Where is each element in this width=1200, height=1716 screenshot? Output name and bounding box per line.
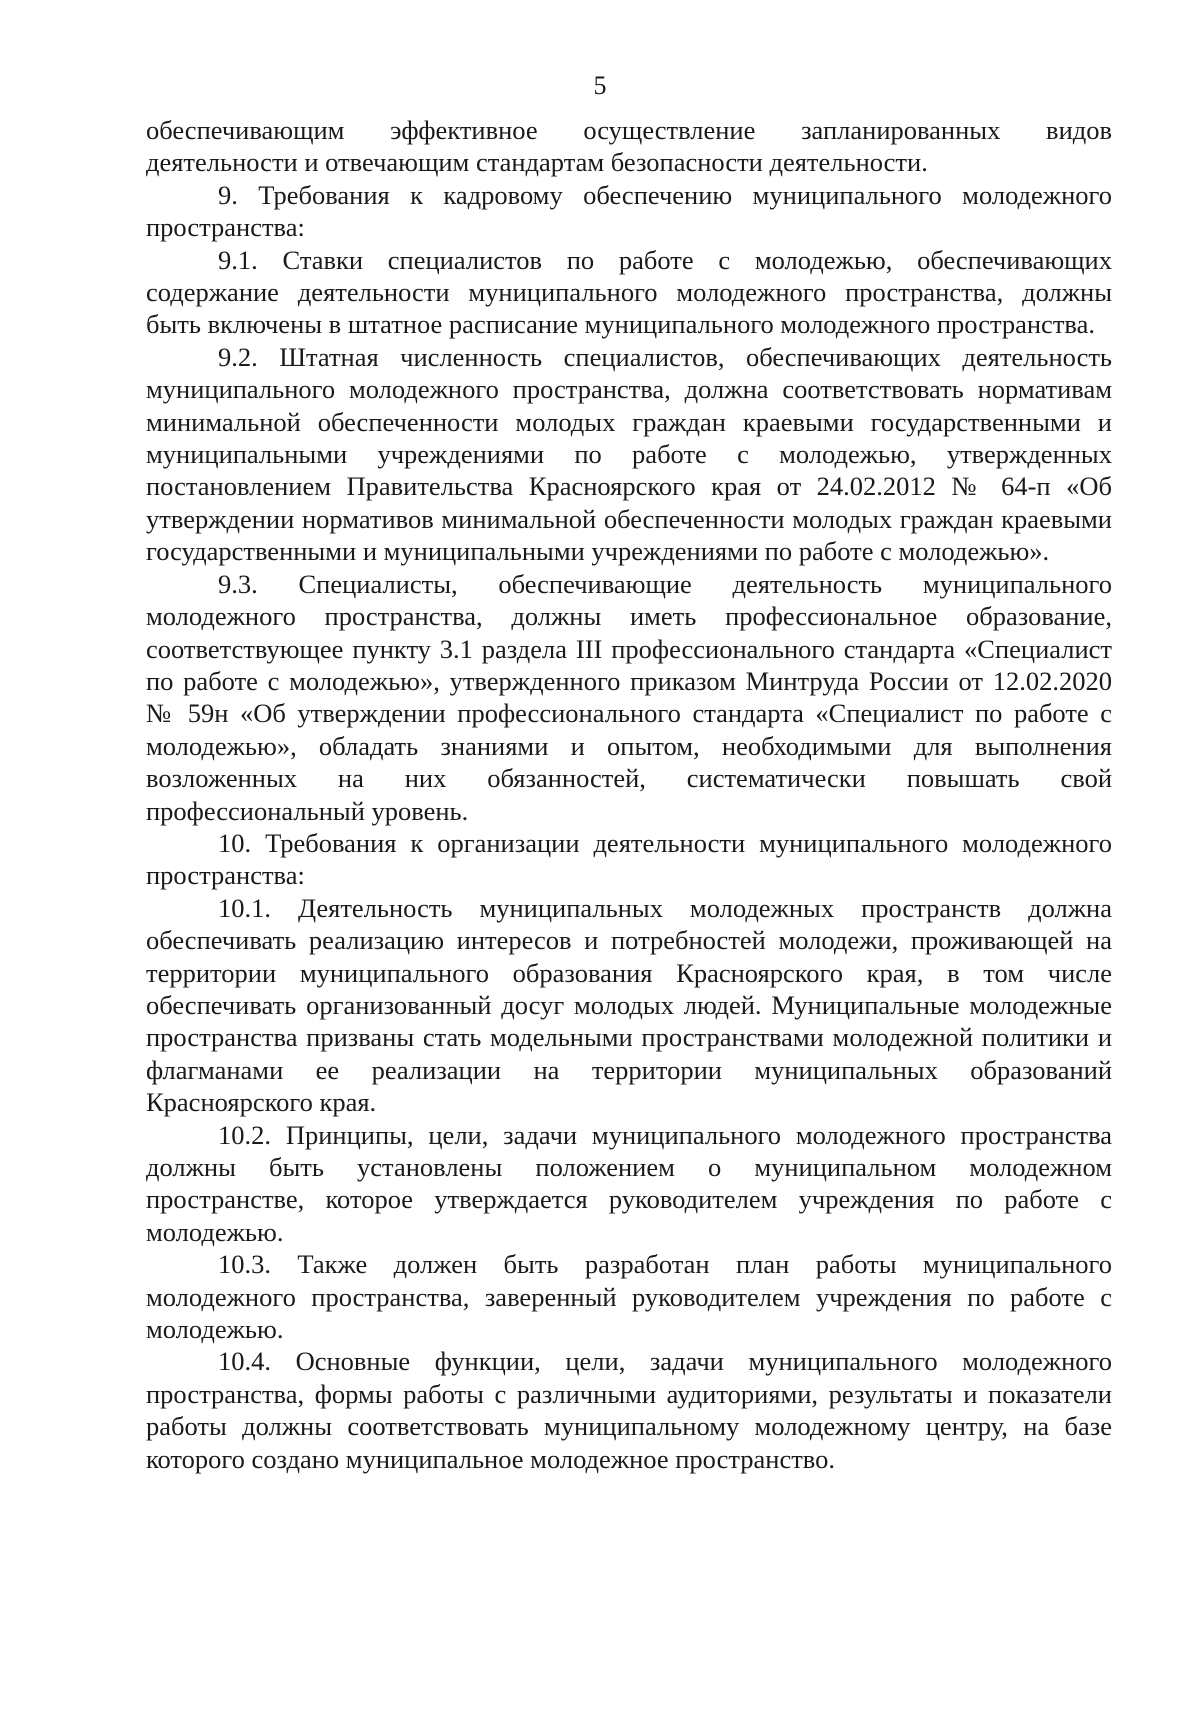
document-body (146, 114, 1112, 1475)
paragraph-section-9-3: 9.3. Специалисты, обеспечивающие деятельность муниципального молодежного пространства, должны иметь профессиональное образование, соответствующее пункту 3.1 раздела III профессионального стандарта «Специалист по работе с молодежью», утвержденного приказом Минтруда России от 12.02.2020 № 59н «Об утверждении профессионального стандарта «Специалист по работе с молодежью», обладать знаниями и опытом, необходимыми для выполнения возложенных на них обязанностей, систематически повышать свой профессиональный уровень. (146, 568, 1112, 826)
paragraph-section-9-2: 9.2. Штатная численность специалистов, обеспечивающих деятельность муниципального молодежного пространства, должна соответствовать нормативам минимальной обеспеченности молодых граждан краевыми государственными и муниципальными учреждениями по работе с молодежью, утвержденных постановлением Правительства Красноярского края от 24.02.2012 № 64-п «Об утверждении нормативов минимальной обеспеченности молодых граждан краевыми государственными и муниципальными учреждениями по работе с молодежью». (146, 341, 1112, 567)
paragraph-section-9: 9. Требования к кадровому обеспечению муниципального молодежного пространства: (146, 179, 1112, 243)
page-number: 5 (593, 71, 607, 100)
paragraph-section-9-1: 9.1. Ставки специалистов по работе с молодежью, обеспечивающих содержание деятельности муниципального молодежного пространства, должны быть включены в штатное расписание муниципального молодежного пространства. (146, 244, 1112, 340)
paragraph-continuation: обеспечивающим эффективное осуществление запланированных видов деятельности и отвечающим стандартам безопасности деятельности. (146, 115, 1112, 178)
paragraph-section-10-4: 10.4. Основные функции, цели, задачи муниципального молодежного пространства, формы работы с различными аудиториями, результаты и показатели работы должны соответствовать муниципальному молодежному центру, на базе которого создано муниципальное молодежное пространство. (146, 1346, 1112, 1474)
paragraph-section-10-3: 10.3. Также должен быть разработан план работы муниципального молодежного пространства, заверенный руководителем учреждения по работе с молодежью. (146, 1249, 1112, 1345)
paragraph-section-10-2: 10.2. Принципы, цели, задачи муниципального молодежного пространства должны быть установлены положением о муниципальном молодежном пространстве, которое утверждается руководителем учреждения по работе с молодежью. (146, 1119, 1112, 1247)
paragraph-section-10-1: 10.1. Деятельность муниципальных молодежных пространств должна обеспечивать реализацию интересов и потребностей молодежи, проживающей на территории муниципального образования Красноярского края, в том числе обеспечивать организованный досуг молодых людей. Муниципальные молодежные пространства призваны стать модельными пространствами молодежной политики и флагманами ее реализации на территории муниципальных образований Красноярского края. (146, 892, 1112, 1118)
paragraph-section-10: 10. Требования к организации деятельности муниципального молодежного пространства: (146, 827, 1112, 891)
